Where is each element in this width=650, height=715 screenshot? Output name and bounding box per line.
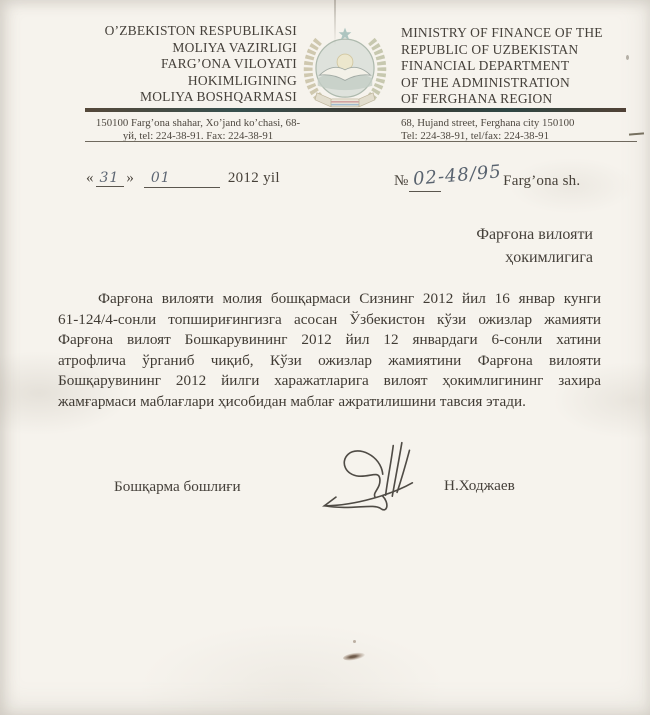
letterhead-line: O’ZBEKISTON RESPUBLIKASI bbox=[104, 23, 297, 38]
month-blank-line bbox=[144, 170, 220, 188]
letterhead-line: FARG’ONA VILOYATI bbox=[160, 56, 297, 72]
handwritten-signature-icon bbox=[318, 436, 436, 522]
address-uzbek bbox=[92, 117, 304, 142]
letterhead-line: OF THE ADMINISTRATION bbox=[401, 74, 570, 90]
handwritten-day: 31 bbox=[96, 170, 125, 187]
letterhead-line: MINISTRY OF FINANCE OF THE bbox=[401, 25, 603, 40]
uzbekistan-state-emblem-icon bbox=[301, 24, 389, 114]
scan-smudge bbox=[343, 651, 366, 662]
body-paragraph bbox=[58, 289, 601, 413]
scan-speck bbox=[353, 640, 356, 643]
letterhead-english bbox=[401, 25, 626, 108]
recipient-block bbox=[476, 224, 593, 269]
place-label: Farg’ona sh. bbox=[503, 173, 581, 189]
date-line bbox=[86, 170, 280, 188]
handwritten-month: 01 bbox=[150, 170, 171, 186]
scan-speck bbox=[626, 55, 629, 60]
letterhead-line: MOLIYA VAZIRLIGI bbox=[172, 39, 297, 55]
letterhead-uzbek bbox=[85, 23, 297, 106]
letterhead-line: HOKIMLIGINING bbox=[187, 72, 297, 88]
year-label: 2012 yil bbox=[227, 170, 280, 186]
handwritten-number: 02-48/95 bbox=[412, 161, 503, 190]
quote-open: « bbox=[86, 170, 94, 186]
signoff-name: Н.Ходжаев bbox=[444, 477, 515, 494]
letterhead-line: FINANCIAL DEPARTMENT bbox=[401, 58, 570, 74]
body-line: атрофлича ўрганиб чиқиб, Кўзи ожизлар жамиятини Фарғона вилояти bbox=[58, 351, 601, 369]
signoff-title: Бошқарма бошлиғи bbox=[114, 478, 241, 495]
address-english bbox=[401, 117, 641, 142]
quote-close: » bbox=[126, 170, 134, 186]
address-line: Tel: 224-38-91, tel/fax: 224-38-91 bbox=[401, 129, 549, 142]
letterhead-line: MOLIYA BOSHQARMASI bbox=[140, 89, 297, 105]
body-line: Фарғона вилоят Бошкарувининг 2012 йил 12 январдаги 6-сонли хатини bbox=[58, 331, 601, 349]
body-line: жамғармаси маблағлари ҳисобидан маблағ ажратилишини тавсия этади. bbox=[58, 392, 526, 410]
header-rule-thick bbox=[85, 108, 626, 112]
recipient-line: Фарғона вилояти bbox=[476, 226, 593, 243]
body-line: Бошқарувининг 2012 йилги харажатларига вилоят ҳокимлигининг захира bbox=[58, 372, 601, 390]
letterhead-line: REPUBLIC OF UZBEKISTAN bbox=[401, 41, 579, 57]
address-line: 150100 Farg’ona shahar, Xo’jand ko’chasi, 68- bbox=[95, 117, 301, 129]
address-line: 68, Hujand street, Ferghana city 150100 bbox=[401, 117, 575, 129]
reference-number-line bbox=[394, 161, 581, 190]
body-line: 61-124/4-сонли топшириғингизга асосан Ўзбекистон кўзи ожизлар жамияти bbox=[58, 310, 601, 328]
address-line: уй, tel: 224-38-91. Fax: 224-38-91 bbox=[122, 129, 274, 142]
letterhead-line: OF FERGHANA REGION bbox=[401, 91, 553, 107]
number-blank-line bbox=[409, 191, 441, 192]
scan-crease bbox=[334, 0, 336, 46]
header-rule-thin bbox=[85, 141, 637, 142]
number-sign: № bbox=[394, 173, 409, 189]
recipient-line: ҳокимлигига bbox=[505, 248, 593, 266]
body-line: Фарғона вилояти молия бошқармаси Сизнинг 2012 йил 16 январ кунги bbox=[98, 290, 601, 307]
